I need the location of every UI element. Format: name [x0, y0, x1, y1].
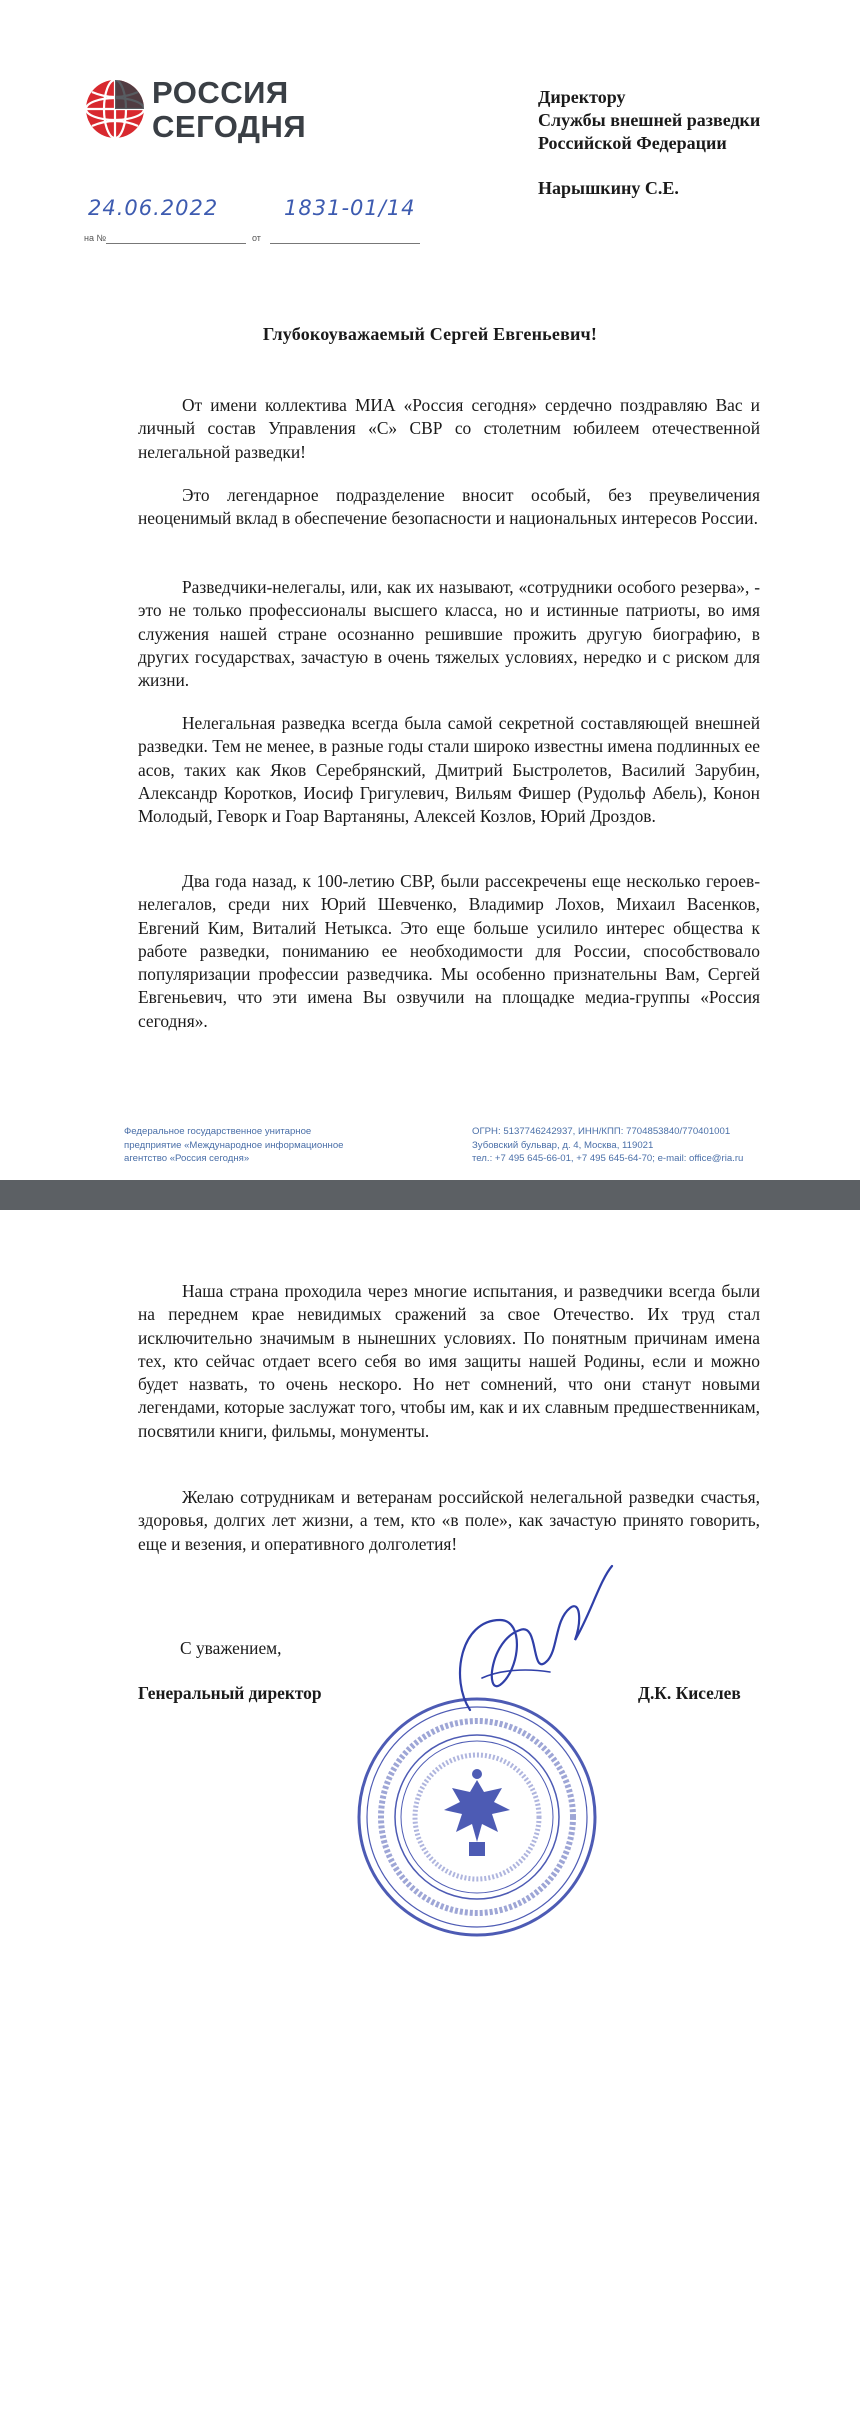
addressee-line-1: Директору: [538, 87, 626, 107]
number-underline: [270, 243, 420, 244]
registration-line: [84, 196, 454, 256]
footer-left-line-1: Федеральное государственное унитарное: [124, 1126, 312, 1137]
closing-regards: С уважением,: [180, 1638, 282, 1658]
brand-line-1: РОССИЯ: [152, 75, 289, 110]
from-label: от: [252, 233, 261, 243]
paragraph-3: Разведчики-нелегалы, или, как их называют, «сотрудники особого резерва», - это не только профессионалы высшего класса, но и истинные патриоты, во имя служения нашей стране осознанно решившие прожить другую биографию, в других государствах, зачастую в очень тяжелых условиях, нередко и с риском для жизни.: [138, 577, 760, 691]
footer-left-line-3: агентство «Россия сегодня»: [124, 1153, 250, 1164]
addressee-block: [538, 86, 838, 200]
addressee-name: Нарышкину С.Е.: [538, 178, 679, 198]
signer-role: Генеральный директор: [138, 1683, 322, 1703]
brand-line-2: СЕГОДНЯ: [152, 109, 307, 144]
paragraph-6: Наша страна проходила через многие испытания, и разведчики всегда были на переднем крае невидимых сражений за свое Отечество. Их труд стал исключительно значимым в нынешних условиях. По понятным причинам имена тех, кто сейчас отдает всего себя во имя защиты нашей Родины, если и можно будет назвать, то очень нескоро. Но нет сомнений, что они станут новыми легендами, которые заслужат того, чтобы им, как и их славным предшественникам, посвятили книги, фильмы, монументы.: [138, 1281, 760, 1441]
letter-page-1: [0, 0, 860, 1190]
addressee-line-2: Службы внешней разведки: [538, 110, 761, 130]
signer-name: Д.К. Киселев: [638, 1683, 741, 1703]
globe-logo-icon: [84, 78, 146, 140]
paragraph-5: Два года назад, к 100-летию СВР, были рассекречены еще несколько героев-нелегалов, среди них Юрий Шевченко, Владимир Лохов, Михаил Васенков, Евгений Ким, Виталий Нетыкса. Это еще больше усилило интерес общества к работе разведки, пониманию ее необходимости для России, способствовало популяризации профессии разведчика. Мы особенно признательны Вам, Сергей Евгеньевич, что эти имена Вы озвучили на площадке медиа-группы «Россия сегодня».: [138, 871, 760, 1031]
paragraph-1: От имени коллектива МИА «Россия сегодня» сердечно поздравляю Вас и личный состав Управления «С» СВР со столетним юбилеем отечественной нелегальной разведки!: [138, 395, 760, 462]
footer-right-line-2: Зубовский бульвар, д. 4, Москва, 119021: [472, 1139, 654, 1151]
page-separator: [0, 1180, 860, 1210]
footer-right-line-1: ОГРН: 5137746242937, ИНН/КПП: 7704853840/770401001: [472, 1126, 731, 1137]
eagle-emblem-icon: [444, 1769, 510, 1856]
footer-left-line-2: предприятие «Международное информационное: [124, 1139, 344, 1151]
footer-contacts: [472, 1125, 832, 1166]
paragraph-7: Желаю сотрудникам и ветеранам российской нелегальной разведки счастья, здоровья, долгих лет жизни, а тем, кто «в поле», как зачастую принято говорить, еще и везения, и оперативного долголетия!: [138, 1487, 760, 1554]
registration-number: 1831-01/14: [284, 196, 416, 220]
footer-right-line-3: тел.: +7 495 645-66-01, +7 495 645-64-70; e-mail: office@ria.ru: [472, 1153, 744, 1164]
ria-logo: [84, 76, 364, 152]
handwritten-signature: [430, 1560, 620, 1730]
salutation: Глубокоуважаемый Сергей Евгеньевич!: [262, 324, 598, 344]
footer-organization: [124, 1125, 404, 1166]
addressee-line-3: Российской Федерации: [538, 133, 727, 153]
number-label: на №: [84, 233, 107, 243]
paragraph-4: Нелегальная разведка всегда была самой секретной составляющей внешней разведки. Тем не менее, в разные годы стали широко известны имена подлинных ее асов, таких как Яков Серебрянский, Дмитрий Быстролетов, Василий Зарубин, Александр Коротков, Иосиф Григулевич, Вильям Фишер (Рудольф Абель), Конон Молодый, Геворк и Гоар Вартаняны, Алексей Козлов, Юрий Дроздов.: [138, 713, 760, 827]
brand-name: [152, 76, 306, 144]
paragraph-2: Это легендарное подразделение вносит особый, без преувеличения неоценимый вклад в обеспечение безопасности и национальных интересов России.: [138, 485, 760, 529]
registration-date: 24.06.2022: [88, 196, 219, 220]
date-underline: [106, 243, 246, 244]
